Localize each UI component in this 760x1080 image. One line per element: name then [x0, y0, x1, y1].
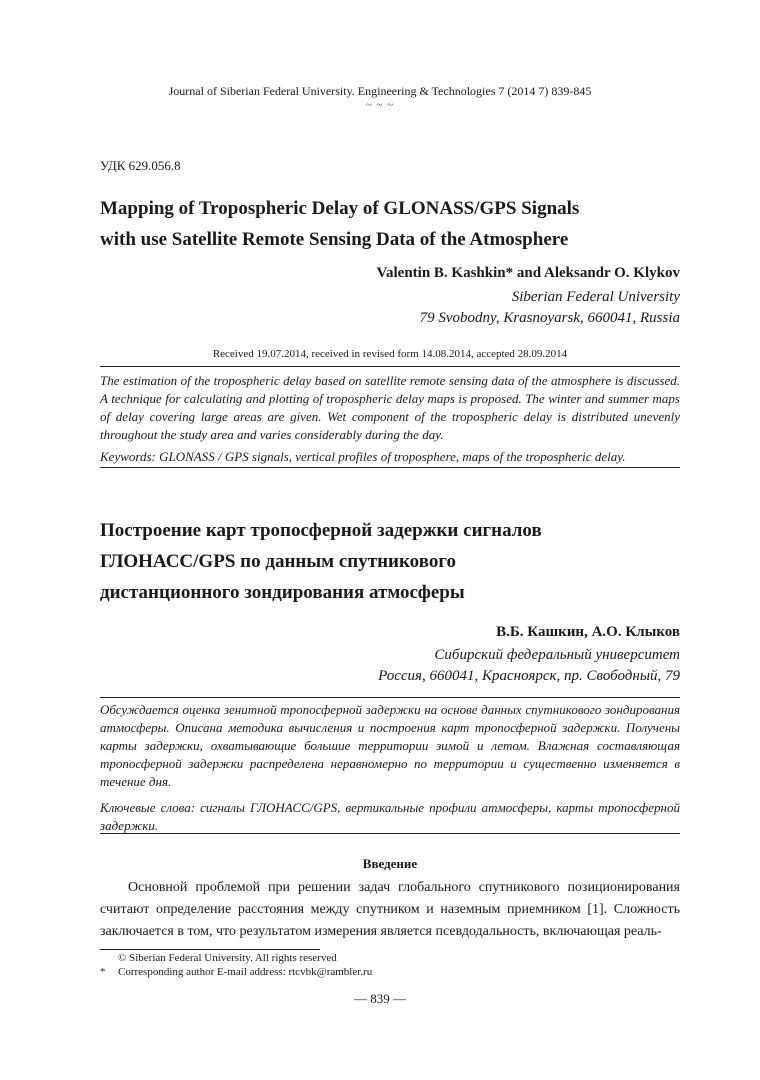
- english-abstract: [100, 372, 680, 466]
- footnote-star: *: [100, 966, 106, 978]
- corresponding-author-note: Corresponding author E-mail address: rtcvbk@rambler.ru: [118, 966, 373, 978]
- header-ornament: ~ ~ ~: [365, 99, 395, 111]
- divider: [100, 467, 680, 468]
- english-title-line: with use Satellite Remote Sensing Data of the Atmosphere: [100, 229, 569, 250]
- divider: [100, 833, 680, 834]
- footnote-rule: [100, 949, 320, 950]
- english-address: 79 Svobodny, Krasnoyarsk, 660041, Russia: [419, 310, 680, 326]
- intro-heading: Введение: [362, 856, 418, 871]
- english-abstract-text: The estimation of the tropospheric delay based on satellite remote sensing data of the atmosphere is discussed. A technique for calculating and plotting of tropospheric delay maps is proposed. The winter and summer maps of delay covering large areas are given. Wet component of the tropospheric delay is distributed unevenly throughout the study area and varies considerably during the day.: [100, 373, 680, 442]
- russian-authors: В.Б. Кашкин, А.О. Клыков: [496, 624, 680, 640]
- english-title: [100, 193, 660, 255]
- russian-title: [100, 515, 660, 608]
- page-number: — 839 —: [354, 991, 406, 1006]
- russian-affiliation: Сибирский федеральный университет: [434, 647, 680, 663]
- divider: [100, 697, 680, 698]
- copyright-note: © Siberian Federal University. All rights reserved: [118, 952, 337, 964]
- journal-header: Journal of Siberian Federal University. Engineering & Technologies 7 (2014 7) 839-845: [168, 84, 592, 98]
- russian-keywords: Ключевые слова: сигналы ГЛОНАСС/GPS, вертикальные профили атмосферы, карты тропосферной задержки.: [100, 800, 680, 833]
- divider: [100, 366, 680, 367]
- english-keywords: Keywords: GLONASS / GPS signals, vertical profiles of troposphere, maps of the tropospheric delay.: [100, 449, 626, 464]
- russian-title-line: Построение карт тропосферной задержки сигналов: [100, 520, 542, 541]
- intro-paragraph: [100, 877, 680, 943]
- russian-address: Россия, 660041, Красноярск, пр. Свободный, 79: [378, 668, 680, 684]
- english-affiliation: Siberian Federal University: [511, 289, 680, 305]
- received-dates: Received 19.07.2014, received in revised form 14.08.2014, accepted 28.09.2014: [212, 348, 568, 360]
- russian-abstract: [100, 701, 680, 835]
- russian-title-line: дистанционного зондирования атмосферы: [100, 582, 465, 603]
- english-title-line: Mapping of Tropospheric Delay of GLONASS/GPS Signals: [100, 198, 580, 219]
- english-authors: Valentin B. Kashkin* and Aleksandr O. Klykov: [376, 265, 680, 281]
- intro-text: Основной проблемой при решении задач глобального спутникового позиционирования считают определение расстояния между спутником и наземным приемником [1]. Сложность заключается в том, что результатом измерения является псевдодальность, включающая реаль-: [100, 880, 680, 939]
- udk-code: УДК 629.056.8: [100, 158, 181, 173]
- russian-title-line: ГЛОНАСС/GPS по данным спутникового: [100, 551, 456, 572]
- russian-abstract-text: Обсуждается оценка зенитной тропосферной задержки на основе данных спутникового зондирования атмосферы. Описана методика вычисления и построения карт тропосферной задержки. Получены карты задержки, охватывающие большие территории зимой и летом. Влажная составляющая тропосферной задержки распределена неравномерно по территории и существенно изменяется в течение дня.: [100, 702, 680, 789]
